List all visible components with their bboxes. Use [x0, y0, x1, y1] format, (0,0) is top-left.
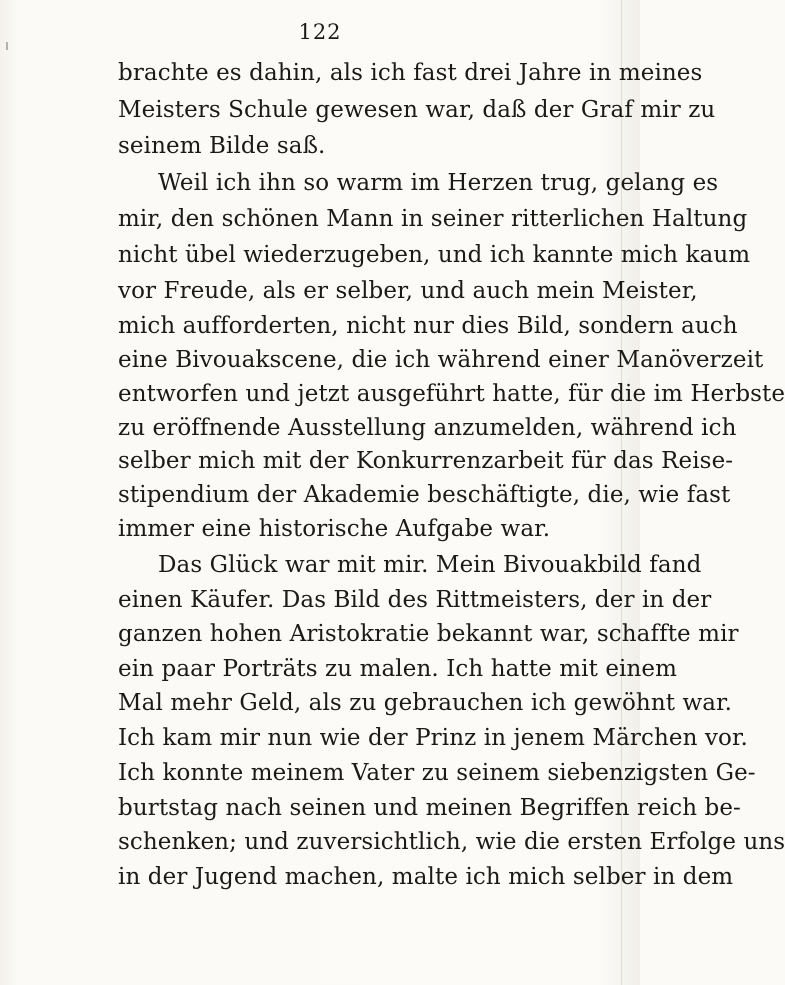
- text-line: Ich kam mir nun wie der Prinz in jenem Märchen vor.: [118, 725, 748, 751]
- text-line: burtstag nach seinen und meinen Begriffen reich be-: [118, 795, 741, 821]
- text-line: nicht übel wiederzugeben, und ich kannte mich kaum: [118, 242, 751, 268]
- page-number: 122: [298, 20, 342, 44]
- paragraph-first-line: Das Glück war mit mir. Mein Bivouakbild fand: [158, 552, 702, 578]
- text-line: vor Freude, als er selber, und auch mein Meister,: [118, 278, 698, 304]
- text-line: mich aufforderten, nicht nur dies Bild, sondern auch: [118, 313, 738, 339]
- text-line: selber mich mit der Konkurrenzarbeit für das Reise-: [118, 448, 734, 474]
- text-line: Ich konnte meinem Vater zu seinem siebenzigsten Ge-: [118, 760, 756, 786]
- text-line: Meisters Schule gewesen war, daß der Graf mir zu: [118, 97, 716, 123]
- text-line: seinem Bilde saß.: [118, 133, 326, 159]
- text-line: immer eine historische Aufgabe war.: [118, 516, 551, 542]
- text-line: ein paar Porträts zu malen. Ich hatte mit einem: [118, 656, 678, 682]
- text-line: zu eröffnende Ausstellung anzumelden, während ich: [118, 415, 737, 441]
- text-line: einen Käufer. Das Bild des Rittmeisters, der in der: [118, 587, 712, 613]
- text-line: in der Jugend machen, malte ich mich selber in dem: [118, 864, 734, 890]
- text-line: Mal mehr Geld, als zu gebrauchen ich gewöhnt war.: [118, 690, 733, 716]
- text-line: eine Bivouakscene, die ich während einer Manöverzeit: [118, 347, 764, 373]
- text-line: entworfen und jetzt ausgeführt hatte, für die im Herbste: [118, 381, 785, 407]
- text-line: brachte es dahin, als ich fast drei Jahre in meines: [118, 60, 703, 86]
- paragraph-first-line: Weil ich ihn so warm im Herzen trug, gelang es: [158, 170, 719, 196]
- text-line: schenken; und zuversichtlich, wie die ersten Erfolge uns: [118, 829, 785, 855]
- text-line: mir, den schönen Mann in seiner ritterlichen Haltung: [118, 206, 748, 232]
- text-line: ganzen hohen Aristokratie bekannt war, schaffte mir: [118, 621, 739, 647]
- text-line: stipendium der Akademie beschäftigte, die, wie fast: [118, 482, 731, 508]
